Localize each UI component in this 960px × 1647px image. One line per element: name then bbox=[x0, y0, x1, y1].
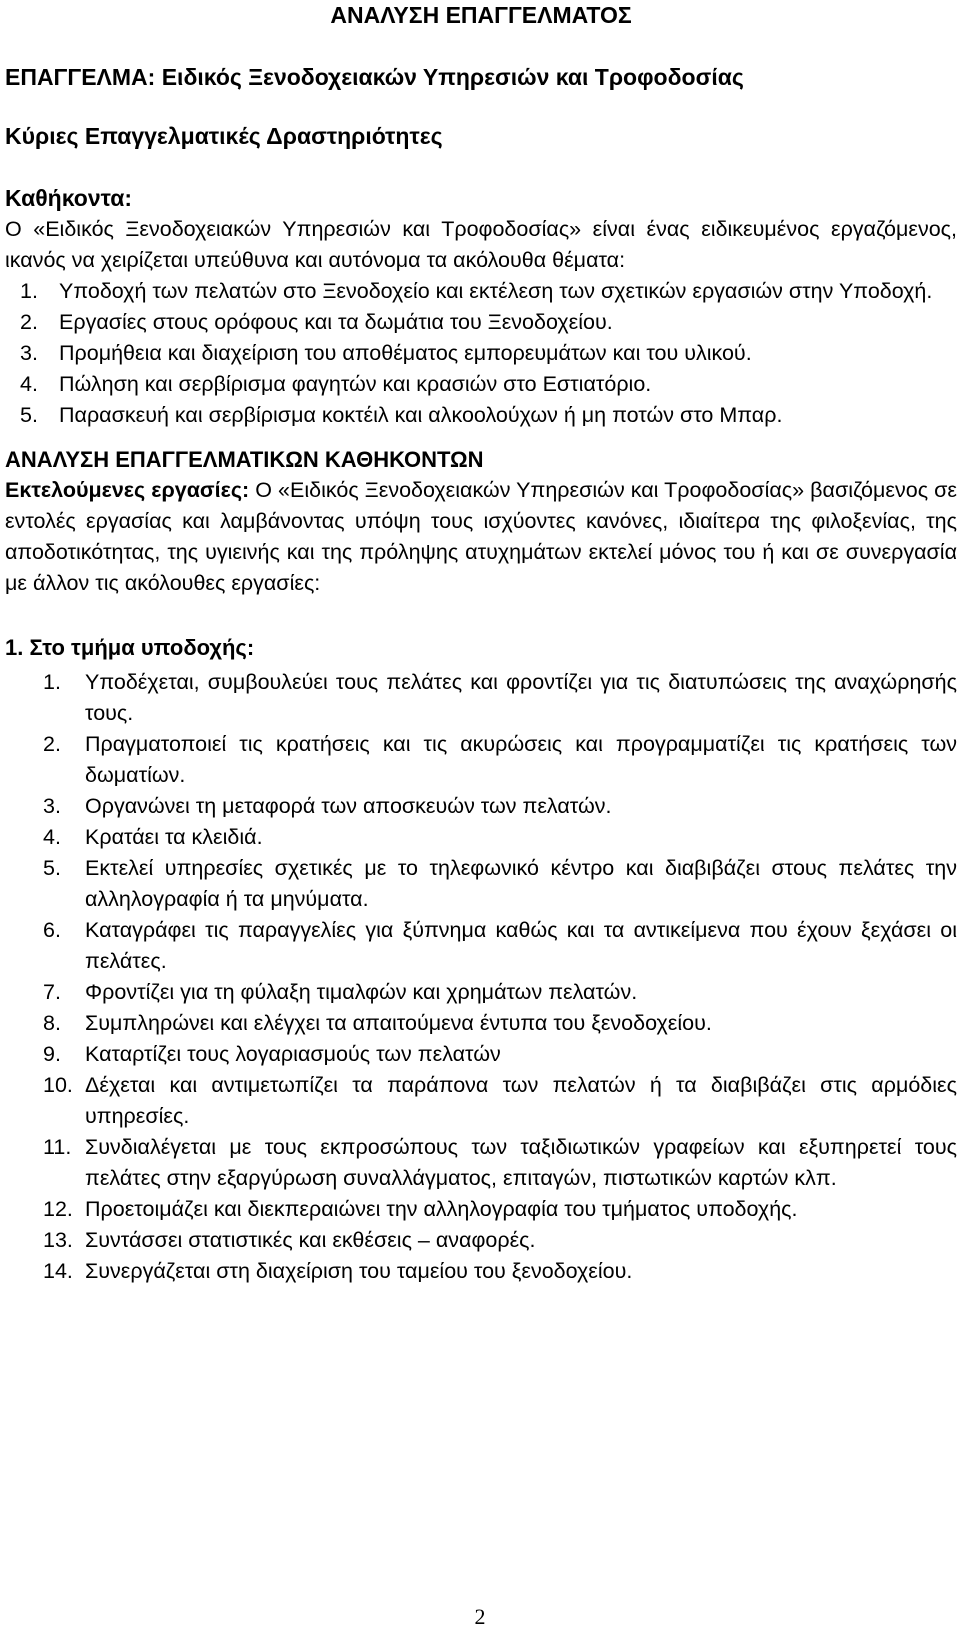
list-item-text: Φροντίζει για τη φύλαξη τιμαλφών και χρημάτων πελατών. bbox=[85, 980, 638, 1004]
list-item-number: 12. bbox=[43, 1197, 73, 1221]
activities-heading: Κύριες Επαγγελματικές Δραστηριότητες bbox=[5, 123, 443, 149]
document-title: ΑΝΑΛΥΣΗ ΕΠΑΓΓΕΛΜΑΤΟΣ bbox=[330, 2, 632, 28]
list-item-number: 1. bbox=[43, 670, 61, 694]
reception-list bbox=[5, 667, 957, 1287]
list-item-text: Καταγράφει τις παραγγελίες για ξύπνημα καθώς και τα αντικείμενα που έχουν ξεχάσει οι πελάτες. bbox=[85, 918, 957, 973]
list-item-number: 11. bbox=[43, 1135, 72, 1159]
list-item bbox=[5, 1256, 957, 1287]
list-item bbox=[5, 338, 957, 369]
list-item-number: 1. bbox=[20, 279, 38, 303]
page-content bbox=[5, 0, 957, 1287]
list-item bbox=[5, 369, 957, 400]
list-item bbox=[5, 791, 957, 822]
list-item bbox=[5, 1039, 957, 1070]
reception-heading: 1. Στο τμήμα υποδοχής: bbox=[5, 635, 255, 660]
list-item bbox=[5, 915, 957, 977]
list-item bbox=[5, 1225, 957, 1256]
tasks-paragraph bbox=[5, 475, 957, 599]
list-item-number: 7. bbox=[43, 980, 61, 1004]
list-item bbox=[5, 1194, 957, 1225]
list-item-text: Πραγματοποιεί τις κρατήσεις και τις ακυρώσεις και προγραμματίζει τις κρατήσεις των δωματίων. bbox=[85, 732, 957, 787]
list-item bbox=[5, 853, 957, 915]
list-item-text: Παρασκευή και σερβίρισμα κοκτέιλ και αλκοολούχων ή μη ποτών στο Μπαρ. bbox=[59, 403, 783, 427]
duties-intro: Ο «Ειδικός Ξενοδοχειακών Υπηρεσιών και Τροφοδοσίας» είναι ένας ειδικευμένος εργαζόμενος, ικανός να χειρίζεται υπεύθυνα και αυτόνομα τα ακόλουθα θέματα: bbox=[5, 217, 957, 272]
list-item-number: 13. bbox=[43, 1228, 73, 1252]
list-item-text: Συνεργάζεται στη διαχείριση του ταμείου του ξενοδοχείου. bbox=[85, 1259, 633, 1283]
tasks-label: Εκτελούμενες εργασίες: bbox=[5, 478, 250, 502]
list-item-text: Εκτελεί υπηρεσίες σχετικές με το τηλεφωνικό κέντρο και διαβιβάζει στους πελάτες την αλληλογραφία ή τα μηνύματα. bbox=[85, 856, 957, 911]
profession-heading: ΕΠΑΓΓΕΛΜΑ: Ειδικός Ξενοδοχειακών Υπηρεσιών και Τροφοδοσίας bbox=[5, 64, 744, 90]
list-item bbox=[5, 400, 957, 431]
list-item-number: 8. bbox=[43, 1011, 61, 1035]
list-item bbox=[5, 1070, 957, 1132]
analysis-heading: ΑΝΑΛΥΣΗ ΕΠΑΓΓΕΛΜΑΤΙΚΩΝ ΚΑΘΗΚΟΝΤΩΝ bbox=[5, 447, 484, 472]
list-item-text: Δέχεται και αντιμετωπίζει τα παράπονα των πελατών ή τα διαβιβάζει στις αρμόδιες υπηρεσίες. bbox=[85, 1073, 957, 1128]
list-item-number: 4. bbox=[43, 825, 61, 849]
list-item-number: 5. bbox=[20, 403, 38, 427]
list-item-number: 5. bbox=[43, 856, 61, 880]
list-item-text: Προετοιμάζει και διεκπεραιώνει την αλληλογραφία του τμήματος υποδοχής. bbox=[85, 1197, 798, 1221]
duties-list bbox=[5, 276, 957, 431]
list-item bbox=[5, 977, 957, 1008]
list-item-number: 4. bbox=[20, 372, 38, 396]
list-item-number: 6. bbox=[43, 918, 61, 942]
list-item-number: 2. bbox=[20, 310, 38, 334]
list-item-number: 3. bbox=[43, 794, 61, 818]
list-item-number: 9. bbox=[43, 1042, 61, 1066]
page-number: 2 bbox=[474, 1604, 486, 1629]
list-item bbox=[5, 276, 957, 307]
list-item-text: Συμπληρώνει και ελέγχει τα απαιτούμενα έντυπα του ξενοδοχείου. bbox=[85, 1011, 712, 1035]
list-item-number: 10. bbox=[43, 1073, 73, 1097]
list-item bbox=[5, 1132, 957, 1194]
list-item bbox=[5, 729, 957, 791]
list-item-text: Κρατάει τα κλειδιά. bbox=[85, 825, 263, 849]
list-item-text: Πώληση και σερβίρισμα φαγητών και κρασιών στο Εστιατόριο. bbox=[59, 372, 652, 396]
list-item-text: Συνδιαλέγεται με τους εκπροσώπους των ταξιδιωτικών γραφείων και εξυπηρετεί τους πελάτες στην εξαργύρωση συναλλάγματος, επιταγών, πιστωτικών καρτών κλπ. bbox=[85, 1135, 957, 1190]
list-item-text: Συντάσσει στατιστικές και εκθέσεις – αναφορές. bbox=[85, 1228, 536, 1252]
list-item-text: Καταρτίζει τους λογαριασμούς των πελατών bbox=[85, 1042, 501, 1066]
list-item bbox=[5, 822, 957, 853]
duties-label: Καθήκοντα: bbox=[5, 185, 133, 211]
list-item-text: Οργανώνει τη μεταφορά των αποσκευών των πελατών. bbox=[85, 794, 612, 818]
list-item-text: Προμήθεια και διαχείριση του αποθέματος εμπορευμάτων και του υλικού. bbox=[59, 341, 752, 365]
list-item bbox=[5, 307, 957, 338]
list-item bbox=[5, 667, 957, 729]
list-item bbox=[5, 1008, 957, 1039]
list-item-number: 2. bbox=[43, 732, 61, 756]
list-item-number: 14. bbox=[43, 1259, 73, 1283]
list-item-text: Εργασίες στους ορόφους και τα δωμάτια του Ξενοδοχείου. bbox=[59, 310, 613, 334]
list-item-text: Υποδοχή των πελατών στο Ξενοδοχείο και εκτέλεση των σχετικών εργασιών στην Υποδοχή. bbox=[59, 279, 933, 303]
list-item-number: 3. bbox=[20, 341, 38, 365]
list-item-text: Υποδέχεται, συμβουλεύει τους πελάτες και φροντίζει για τις διατυπώσεις της αναχώρησής τους. bbox=[85, 670, 957, 725]
tasks-intro: Ο «Ειδικός Ξενοδοχειακών Υπηρεσιών και Τροφοδοσίας» βασιζόμενος σε εντολές εργασίας και λαμβάνοντας υπόψη τους ισχύοντες κανόνες, ιδιαίτερα της φιλοξενίας, της αποδοτικότητας, της υγιεινής και της πρόληψης ατυχημάτων εκτελεί μόνος του ή και σε συνεργασία με άλλον τις ακόλουθες εργασίες: bbox=[5, 478, 957, 595]
